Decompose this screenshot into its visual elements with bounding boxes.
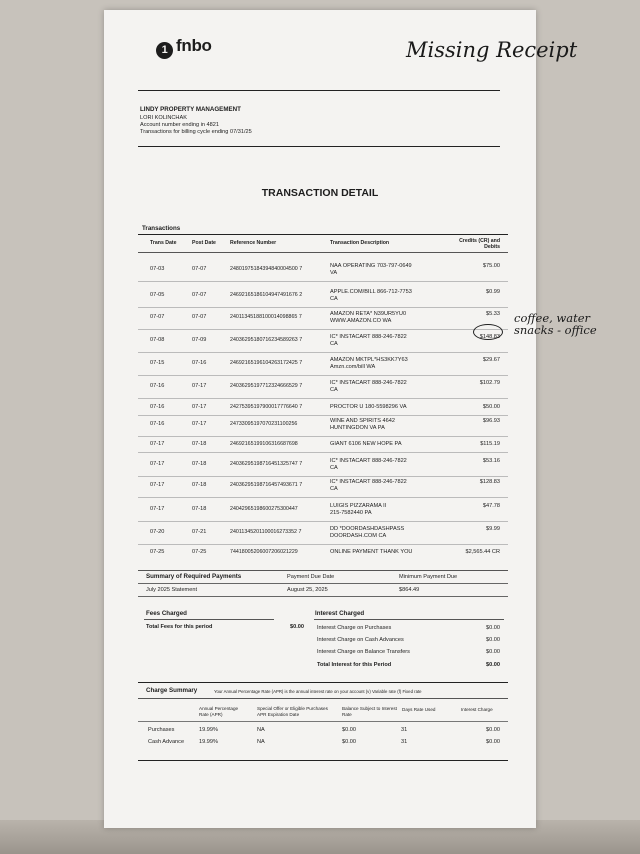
transaction-description: IC* INSTACART 888-246-7822 — [330, 458, 407, 464]
payment-due-date-label: Payment Due Date — [287, 574, 335, 580]
charge-summary-note: Your Annual Percentage Rate (APR) is the annual interest rate on your account (v) Variable rate (f) Fixed rate — [214, 689, 422, 694]
fnbo-logo: 1 fnbo — [156, 36, 212, 59]
row-divider — [138, 415, 508, 416]
trans-date: 07-16 — [150, 421, 165, 427]
transaction-description: HUNTINGDON VA PA — [330, 425, 385, 431]
interest-row-value: $0.00 — [486, 662, 500, 668]
cs-days: 31 — [401, 739, 408, 745]
post-date: 07-18 — [192, 441, 207, 447]
transaction-amount: $0.99 — [486, 289, 500, 295]
trans-date: 07-05 — [150, 292, 165, 298]
interest-row-label: Interest Charge on Cash Advances — [317, 637, 404, 643]
post-date: 07-07 — [192, 266, 207, 272]
row-divider — [138, 436, 508, 437]
reference-number: 24036295198716451325747 7 — [230, 461, 303, 467]
interest-row-label: Interest Charge on Purchases — [317, 625, 392, 631]
col-header-trans-date: Trans Date — [150, 240, 177, 246]
trans-date: 07-17 — [150, 482, 165, 488]
trans-date: 07-25 — [150, 549, 165, 555]
cs-days: 31 — [401, 727, 408, 733]
transaction-description: IC* INSTACART 888-246-7822 — [330, 380, 407, 386]
reference-number: 24692165196104263172425 7 — [230, 360, 303, 366]
divider — [138, 234, 508, 235]
transaction-amount: $96.93 — [482, 418, 500, 424]
reference-number: 24036295180716234589263 7 — [230, 337, 303, 343]
cs-col-interest-charge: Interest Charge — [461, 707, 493, 712]
divider — [138, 760, 508, 761]
row-divider — [138, 329, 508, 330]
divider — [138, 721, 508, 722]
transaction-amount: $53.16 — [482, 458, 500, 464]
transaction-description: DOORDASH.COM CA — [330, 533, 387, 539]
cs-col-special-offer: Special Offer or Eligible Purchases APR Expiration Date — [257, 706, 328, 717]
trans-date: 07-16 — [150, 404, 165, 410]
cs-offer: NA — [257, 739, 265, 745]
statement-page — [104, 10, 597, 828]
trans-date: 07-17 — [150, 461, 165, 467]
total-fees-value: $0.00 — [290, 624, 304, 630]
interest-row-value: $0.00 — [486, 637, 500, 643]
post-date: 07-17 — [192, 383, 207, 389]
page-title: TRANSACTION DETAIL — [261, 187, 379, 199]
minimum-payment-label: Minimum Payment Due — [399, 574, 458, 580]
post-date: 07-25 — [192, 549, 207, 555]
transaction-description: LUIGIS PIZZARAMA II — [330, 503, 387, 509]
reference-number: 24275395197900017776640 7 — [230, 404, 303, 410]
interest-row-label: Total Interest for this Period — [317, 662, 392, 668]
statement-period: July 2025 Statement — [146, 587, 197, 593]
transaction-description: 215-7582440 PA — [330, 510, 372, 516]
divider — [144, 619, 274, 620]
divider — [138, 90, 500, 91]
transaction-description: IC* INSTACART 888-246-7822 — [330, 334, 407, 340]
cs-apr: 19.99% — [199, 727, 218, 733]
post-date: 07-18 — [192, 506, 207, 512]
reference-number: 24692165199106316687698 — [230, 441, 298, 447]
post-date: 07-16 — [192, 360, 207, 366]
divider — [138, 698, 508, 699]
transaction-description: CA — [330, 341, 338, 347]
row-divider — [138, 544, 508, 545]
transaction-amount: $47.78 — [482, 503, 500, 509]
divider — [138, 682, 508, 683]
divider — [138, 146, 500, 147]
cs-type: Purchases — [148, 727, 175, 733]
cs-charge: $0.00 — [486, 727, 500, 733]
account-number: Account number ending in 4821 — [140, 122, 219, 128]
billing-cycle: Transactions for billing cycle ending 07/31/25 — [140, 129, 252, 135]
trans-date: 07-07 — [150, 314, 165, 320]
transaction-description: WINE AND SPIRITS 4642 — [330, 418, 395, 424]
interest-row-label: Interest Charge on Balance Transfers — [317, 649, 410, 655]
reference-number: 24036295198716457493671 7 — [230, 482, 303, 488]
transaction-amount: $115.19 — [480, 441, 500, 447]
reference-number: 24011345188100014098865 7 — [230, 314, 302, 320]
transaction-amount: $102.79 — [479, 380, 500, 386]
reference-number: 24801975184394840004500 7 — [230, 266, 303, 272]
post-date: 07-07 — [192, 292, 207, 298]
reference-number: 24011345201100016273352 7 — [230, 529, 302, 535]
account-holder: LORI KOLINCHAK — [140, 115, 187, 121]
transaction-description: CA — [330, 486, 338, 492]
payment-due-date: August 25, 2025 — [287, 587, 328, 593]
handwritten-note-missing-receipt: Missing Receipt — [406, 38, 578, 62]
post-date: 07-17 — [192, 421, 207, 427]
transaction-amount: $128.83 — [479, 479, 500, 485]
col-header-reference-number: Reference Number — [230, 240, 277, 246]
transaction-description: IC* INSTACART 888-246-7822 — [330, 479, 407, 485]
post-date: 07-18 — [192, 461, 207, 467]
required-payments-heading: Summary of Required Payments — [146, 573, 242, 580]
divider — [138, 252, 508, 253]
reference-number: 24036295197712324666529 7 — [230, 383, 303, 389]
trans-date: 07-08 — [150, 337, 165, 343]
transaction-description: ONLINE PAYMENT THANK YOU — [330, 549, 413, 555]
row-divider — [138, 476, 508, 477]
minimum-payment-amount: $864.49 — [399, 587, 420, 593]
post-date: 07-21 — [192, 529, 207, 535]
divider — [138, 596, 508, 597]
post-date: 07-17 — [192, 404, 207, 410]
reference-number: 74418005206007206021229 — [230, 549, 298, 555]
transaction-amount: $148.83 — [479, 334, 500, 340]
transaction-description: VA — [330, 270, 338, 276]
cs-col-apr: Annual Percentage Rate (APR) — [199, 706, 239, 717]
cs-type: Cash Advance — [148, 739, 185, 745]
handwritten-note-coffee: coffee, water snacks - office — [514, 311, 597, 337]
transaction-amount: $9.99 — [486, 526, 500, 532]
transaction-amount: $75.00 — [482, 263, 500, 269]
row-divider — [138, 521, 508, 522]
row-divider — [138, 497, 508, 498]
trans-date: 07-20 — [150, 529, 165, 535]
row-divider — [138, 375, 508, 376]
trans-date: 07-17 — [150, 506, 165, 512]
cs-col-balance-subject: Balance Subject to Interest Rate — [342, 706, 397, 717]
reference-number: 24042965198600275300447 — [230, 506, 298, 512]
row-divider — [138, 452, 508, 453]
transaction-description: CA — [330, 465, 338, 471]
transaction-amount: $5.33 — [486, 311, 500, 317]
transaction-description: APPLE.COM/BILL 866-712-7753 — [330, 289, 412, 295]
cs-balance: $0.00 — [342, 727, 356, 733]
reference-number: 24692165186104947491676 2 — [230, 292, 303, 298]
interest-row-value: $0.00 — [486, 649, 500, 655]
post-date: 07-18 — [192, 482, 207, 488]
col-header-description: Transaction Description — [330, 240, 390, 246]
hand-drawn-circle — [473, 324, 503, 340]
row-divider — [138, 352, 508, 353]
reference-number: 24733095197070231100256 — [230, 421, 298, 427]
account-name: LINDY PROPERTY MANAGEMENT — [140, 106, 241, 113]
col-header-post-date: Post Date — [192, 240, 216, 246]
divider — [138, 570, 508, 571]
divider — [138, 583, 508, 584]
transaction-description: GIANT 6106 NEW HOPE PA — [330, 441, 402, 447]
interest-row-value: $0.00 — [486, 625, 500, 631]
transaction-amount: $29.67 — [482, 357, 500, 363]
transaction-description: AMAZON RETA* N39UR5YU0 — [330, 311, 407, 317]
cs-balance: $0.00 — [342, 739, 356, 745]
transaction-amount: $2,565.44 CR — [465, 549, 500, 555]
row-divider — [138, 307, 508, 308]
trans-date: 07-16 — [150, 383, 165, 389]
transaction-description: AMAZON MKTPL*HS3KK7Y63 — [330, 357, 408, 363]
divider — [314, 619, 504, 620]
transaction-amount: $50.00 — [482, 404, 500, 410]
trans-date: 07-17 — [150, 441, 165, 447]
trans-date: 07-03 — [150, 266, 165, 272]
transaction-description: PROCTOR U 180-5598296 VA — [330, 404, 407, 410]
cs-offer: NA — [257, 727, 265, 733]
col-header-credits-debits: Credits (CR) and Debits — [459, 238, 500, 250]
transaction-description: NAA OPERATING 703-797-0649 — [330, 263, 412, 269]
transaction-description: CA — [330, 296, 338, 302]
row-divider — [138, 398, 508, 399]
total-fees-label: Total Fees for this period — [146, 624, 213, 630]
charge-summary-heading: Charge Summary — [146, 687, 198, 694]
fees-charged-heading: Fees Charged — [146, 610, 187, 617]
trans-date: 07-15 — [150, 360, 165, 366]
transaction-description: Amzn.com/bill WA — [330, 364, 376, 370]
post-date: 07-09 — [192, 337, 207, 343]
row-divider — [138, 281, 508, 282]
interest-charged-heading: Interest Charged — [315, 610, 365, 617]
transaction-description: WWW.AMAZON.CO WA — [330, 318, 392, 324]
cs-apr: 19.99% — [199, 739, 218, 745]
post-date: 07-07 — [192, 314, 207, 320]
transaction-description: CA — [330, 387, 338, 393]
transactions-heading: Transactions — [142, 225, 181, 232]
transaction-description: DD *DOORDASHDASHPASS — [330, 526, 405, 532]
cs-col-days-rate: Days Rate Used — [402, 707, 436, 712]
cs-charge: $0.00 — [486, 739, 500, 745]
